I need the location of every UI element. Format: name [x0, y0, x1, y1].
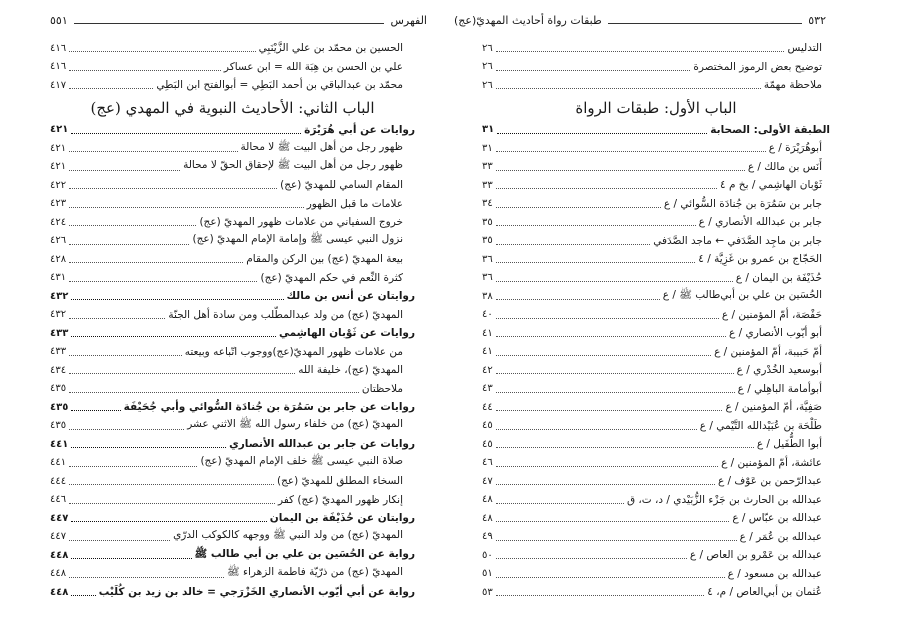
toc-section — [50, 121, 415, 140]
entry-title: عبدالله بن الحارث بن جَزْء الزُّبَيْدي / د، ت، ق — [626, 493, 822, 506]
dot-leader — [69, 355, 182, 356]
entry-page-number: ٤٤٦ — [50, 494, 67, 506]
toc-entry — [482, 509, 830, 528]
entry-page-number: ٤٥ — [482, 438, 493, 450]
toc-entry — [482, 158, 830, 177]
dot-leader — [496, 392, 735, 393]
dot-leader — [496, 188, 717, 189]
entry-page-number: ٤٩ — [482, 531, 493, 543]
dot-leader — [69, 151, 237, 152]
entry-page-number: ٣٣ — [482, 161, 493, 173]
dot-leader — [69, 188, 277, 189]
toc-entry — [482, 176, 830, 195]
toc-entry — [482, 306, 830, 325]
entry-page-number: ٤٢٢ — [50, 179, 67, 191]
entry-page-number: ٥٣ — [482, 586, 493, 598]
entry-page-number: ٤٤٨ — [50, 568, 67, 580]
toc-section — [50, 583, 415, 602]
entry-page-number: ٤٣٢ — [50, 290, 69, 302]
header-title: الفهرس — [390, 14, 427, 27]
entry-title: الحَجّاج بن عمرو بن غَزِيَّة / ٤ — [698, 253, 822, 266]
dot-leader — [496, 88, 761, 89]
entry-page-number: ٤٣٥ — [50, 383, 67, 395]
dot-leader — [496, 318, 719, 319]
dot-leader — [69, 484, 274, 485]
entry-page-number: ٤٣١ — [50, 272, 67, 284]
entry-page-number: ٤٤ — [482, 401, 493, 413]
toc-entry — [50, 232, 415, 251]
entry-page-number: ٥١ — [482, 568, 493, 580]
toc-entry — [50, 158, 415, 177]
entry-title: حَفْصَة، أمّ المؤمنين / ع — [721, 308, 822, 321]
entry-title: عبدالله بن عَمْرو بن العاص / ع — [689, 549, 822, 562]
dot-leader — [71, 595, 95, 596]
entry-page-number: ٤٨ — [482, 512, 493, 524]
dot-leader — [496, 503, 624, 504]
entry-title: روايتان عن حُذَيْفَة بن اليمان — [269, 512, 415, 525]
toc-section — [50, 287, 415, 306]
toc-entry — [50, 343, 415, 362]
entry-page-number: ٤٤١ — [50, 438, 69, 450]
toc-entry — [482, 269, 830, 288]
entry-page-number: ٢٦ — [482, 79, 493, 91]
entry-title: عبدالله بن مسعود / ع — [727, 567, 822, 580]
entry-page-number: ٤٤٧ — [50, 531, 67, 543]
dot-leader — [496, 558, 687, 559]
dot-leader — [69, 429, 184, 430]
dot-leader — [496, 355, 711, 356]
entry-title: ثَوْبان الهاشِمي / بخ م ٤ — [719, 179, 822, 192]
dot-leader — [496, 281, 733, 282]
entry-page-number: ٤٣٢ — [50, 309, 67, 321]
entry-title: المهديّ (عج) من ولد النبي ﷺ ووجهه كالكوكب الدرّي — [173, 529, 403, 542]
dot-leader — [496, 466, 718, 467]
dot-leader — [496, 484, 715, 485]
entry-title: جابر بن عبدالله الأنصاري / ع — [698, 216, 822, 229]
entry-page-number: ٤٣ — [482, 383, 493, 395]
toc-entry — [482, 232, 830, 251]
entry-page-number: ٣٣ — [482, 179, 493, 191]
toc-entry — [482, 213, 830, 232]
right-page — [449, 0, 897, 639]
dot-leader — [69, 262, 243, 263]
dot-leader — [496, 207, 661, 208]
toc-entry — [50, 361, 415, 380]
dot-leader — [71, 558, 191, 559]
entry-page-number: ٣٦ — [482, 253, 493, 265]
entry-page-number: ٤٢١ — [50, 161, 67, 173]
dot-leader — [69, 88, 153, 89]
toc-entry — [482, 343, 830, 362]
dot-leader — [496, 262, 696, 263]
chapter-heading: الباب الثاني: الأحاديث النبوية في المهدي (عج) — [90, 98, 375, 117]
entry-title: الطبقة الأولى: الصحابة — [710, 123, 830, 136]
dot-leader — [71, 521, 266, 522]
entry-title: عبدالرّحمن بن عَوْف / ع — [717, 475, 822, 488]
entry-page-number: ٤٤٨ — [50, 586, 69, 598]
running-header — [50, 14, 427, 27]
entry-page-number: ٤٦ — [482, 457, 493, 469]
dot-leader — [71, 410, 120, 411]
entry-page-number: ٤٢١ — [50, 142, 67, 154]
dot-leader — [496, 373, 734, 374]
toc-entry — [482, 39, 830, 58]
toc-entry — [482, 417, 830, 436]
entry-page-number: ٤٨ — [482, 494, 493, 506]
entry-title: علامات ما قبل الظهور — [306, 197, 403, 210]
entry-title: أبوأمامة الباهِلي / ع — [737, 382, 822, 395]
entry-title: خروج السفياني من علامات ظهور المهديّ (عج) — [199, 216, 403, 229]
entry-page-number: ٤٠ — [482, 309, 493, 321]
toc-entry — [482, 380, 830, 399]
toc-section — [50, 435, 415, 454]
entry-title: أمّ حَبيبة، أمّ المؤمنين / ع — [714, 345, 822, 358]
dot-leader — [69, 170, 180, 171]
toc-entry — [50, 269, 415, 288]
toc-entry — [50, 306, 415, 325]
entry-page-number: ٢٦ — [482, 61, 493, 73]
header-rule — [608, 23, 803, 24]
toc-entry — [50, 472, 415, 491]
entry-title: عائشة، أمّ المؤمنين / ع — [721, 456, 822, 469]
dot-leader — [496, 410, 723, 411]
chapter-heading: الباب الأول: طبقات الرواة — [575, 98, 737, 117]
entry-title: صلاة النبي عيسى ﷺ خلف الإمام المهديّ (عج) — [200, 455, 403, 468]
entry-title: المهديّ (عج) من ولد عبدالمطّلب ومن سادة أهل الجنّة — [168, 308, 403, 321]
entry-page-number: ٤٣٥ — [50, 401, 69, 413]
entry-title: أبو أيّوب الأنصاري / ع — [729, 327, 822, 340]
entry-title: المقام السامي للمهديّ (عج) — [280, 179, 403, 192]
toc-entry — [50, 491, 415, 510]
entry-title: أبوا الطُّفَيل / ع — [756, 438, 822, 451]
entry-title: طَلْحَة بن عُبَيْدالله التَّيْمي / ع — [699, 419, 822, 432]
entry-page-number: ٣٥ — [482, 216, 493, 228]
entry-title: روايات عن أبي هُرَيْرَة — [304, 123, 415, 136]
entry-title: بيعة المهديّ (عج) بين الركن والمقام — [246, 253, 403, 266]
running-header — [454, 14, 826, 27]
entry-page-number: ٤٤٧ — [50, 512, 69, 524]
entry-page-number: ٤٢٣ — [50, 198, 67, 210]
toc-entry — [50, 176, 415, 195]
entry-title: رواية عن الحُسَين بن علي بن أبي طالب ﷺ — [194, 547, 415, 560]
toc-entry — [50, 454, 415, 473]
header-title: طبقات رواة أحاديث المهديّ(عج) — [454, 14, 602, 27]
entry-title: ملاحظتان — [361, 382, 403, 395]
entry-title: توضيح بعض الرموز المختصرة — [693, 60, 822, 73]
entry-title: إنكار ظهور المهديّ (عج) كفر — [277, 493, 403, 506]
dot-leader — [71, 133, 301, 134]
entry-title: روايات عن جابر بن عبدالله الأنصاري — [229, 438, 415, 451]
entry-title: ظهور رجل من أهل البيت ﷺ لا محالة — [240, 140, 403, 153]
dot-leader — [496, 151, 766, 152]
toc-entry — [50, 528, 415, 547]
dot-leader — [69, 281, 257, 282]
entry-title: نزول النبي عيسى ﷺ وإمامة الإمام المهديّ (عج) — [192, 233, 403, 246]
entry-title: روايات عن جابر بن سَمُرَة بن جُنادَة السُّوائي وأبي جُحَيْفَة — [123, 401, 415, 414]
dot-leader — [496, 244, 650, 245]
dot-leader — [496, 70, 691, 71]
entry-title: محمّد بن عبدالباقي بن أحمد البَطِي = أبوالفتح ابن البَطِي — [156, 79, 403, 92]
entry-page-number: ٤٣٥ — [50, 420, 67, 432]
toc-entry — [482, 454, 830, 473]
entry-page-number: ٥٠ — [482, 549, 493, 561]
entry-page-number: ٤٤٨ — [50, 549, 69, 561]
entry-title: أَنَس بن مالك / ع — [747, 160, 822, 173]
entry-title: جابر بن ماجِد الصَّدَفي ← ماجد الصَّدَفي — [653, 234, 822, 247]
entry-title: روايات عن ثَوْبان الهاشِمي — [279, 327, 415, 340]
dot-leader — [69, 540, 170, 541]
toc-entry — [482, 472, 830, 491]
entry-title: المهديّ (عج) من خلفاء رسول الله ﷺ الاثني عشر — [187, 418, 403, 431]
entry-title: جابر بن سَمُرَة بن جُنادَة السُّوائي / ع — [663, 197, 822, 210]
toc-entry — [482, 324, 830, 343]
toc-section — [50, 546, 415, 565]
toc-list — [50, 39, 415, 602]
entry-title: السخاء المطلق للمهديّ (عج) — [277, 475, 403, 488]
dot-leader — [496, 521, 730, 522]
toc-section — [482, 121, 830, 140]
entry-title: من علامات ظهور المهديّ(عج)ووجوب اتّباعه وبيعته — [184, 345, 403, 358]
toc-entry — [482, 195, 830, 214]
dot-leader — [69, 392, 359, 393]
toc-entry — [482, 250, 830, 269]
entry-title: رواية عن أبي أيّوب الأنصاري الخَزْرَجي = خالد بن زيد بن كُلَيْب — [98, 586, 415, 599]
page-number: ٥٣٢ — [808, 14, 826, 27]
entry-page-number: ٣١ — [482, 124, 495, 136]
toc-entry — [50, 380, 415, 399]
dot-leader — [71, 299, 283, 300]
toc-entry — [50, 76, 415, 95]
dot-leader — [496, 447, 754, 448]
entry-title: علي بن الحسن بن هِبَة الله = ابن عساكر — [223, 60, 403, 73]
dot-leader — [69, 373, 295, 374]
entry-title: حُذَيْفَة بن اليمان / ع — [735, 271, 822, 284]
entry-title: أبوهُرَيْرَة / ع — [768, 142, 822, 155]
entry-page-number: ٤١ — [482, 327, 493, 339]
toc-entry — [50, 195, 415, 214]
toc-entry — [482, 287, 830, 306]
toc-entry — [482, 139, 830, 158]
toc-section — [50, 398, 415, 417]
entry-page-number: ٣٦ — [482, 272, 493, 284]
entry-title: صَفِيَّة، أمّ المؤمنين / ع — [725, 401, 822, 414]
toc-entry — [482, 361, 830, 380]
entry-title: ملاحظة مهمّة — [763, 79, 822, 92]
toc-list — [482, 39, 830, 602]
toc-entry — [482, 435, 830, 454]
toc-entry — [482, 583, 830, 602]
entry-title: التدليس — [787, 42, 822, 55]
entry-title: كثرة النِّعم في حكم المهديّ (عج) — [260, 271, 403, 284]
entry-page-number: ٤٢١ — [50, 124, 69, 136]
entry-page-number: ٣٤ — [482, 198, 493, 210]
dot-leader — [496, 336, 726, 337]
entry-title: عُثمان بن أبي‌العاص / م، ٤ — [707, 586, 822, 599]
entry-page-number: ٤٣٣ — [50, 346, 67, 358]
dot-leader — [496, 225, 696, 226]
entry-title: المهديّ (عج) من ذرّيّة فاطمة الزهراء ﷺ — [227, 566, 403, 579]
toc-section — [50, 509, 415, 528]
dot-leader — [69, 466, 197, 467]
dot-leader — [71, 336, 276, 337]
entry-title: عبدالله بن عُمَر / ع — [739, 530, 822, 543]
entry-page-number: ٤١٧ — [50, 79, 67, 91]
toc-entry — [50, 139, 415, 158]
dot-leader — [496, 170, 745, 171]
dot-leader — [496, 577, 725, 578]
entry-page-number: ٤٤٤ — [50, 475, 67, 487]
entry-page-number: ٤٤١ — [50, 457, 67, 469]
entry-title: أبوسعيد الخُدْري / ع — [736, 364, 822, 377]
entry-page-number: ٤١٦ — [50, 42, 67, 54]
header-rule — [74, 23, 385, 24]
entry-page-number: ٤٣٣ — [50, 327, 69, 339]
entry-title: روايتان عن أنس بن مالك — [286, 290, 415, 303]
entry-page-number: ٣٨ — [482, 290, 493, 302]
dot-leader — [69, 318, 165, 319]
dot-leader — [496, 540, 737, 541]
entry-page-number: ٤٢ — [482, 364, 493, 376]
dot-leader — [69, 51, 256, 52]
toc-entry — [482, 565, 830, 584]
dot-leader — [497, 133, 707, 134]
dot-leader — [69, 70, 221, 71]
dot-leader — [69, 503, 275, 504]
toc-entry — [50, 58, 415, 77]
dot-leader — [71, 447, 226, 448]
toc-entry — [482, 76, 830, 95]
entry-page-number: ٤٣٤ — [50, 364, 67, 376]
toc-entry — [50, 565, 415, 584]
dot-leader — [496, 299, 660, 300]
entry-page-number: ٣١ — [482, 142, 493, 154]
toc-entry — [50, 417, 415, 436]
entry-title: الحُسَين بن علي بن أبي‌طالب ﷺ / ع — [662, 288, 822, 301]
entry-title: المهديّ (عج)، خليفة الله — [298, 364, 403, 377]
toc-entry — [482, 58, 830, 77]
dot-leader — [69, 225, 196, 226]
toc-entry — [482, 491, 830, 510]
left-page — [0, 0, 448, 639]
dot-leader — [496, 51, 785, 52]
entry-page-number: ٤٢٤ — [50, 216, 67, 228]
entry-title: عبدالله بن عبّاس / ع — [732, 512, 822, 525]
toc-section — [50, 324, 415, 343]
dot-leader — [69, 244, 189, 245]
toc-entry — [482, 398, 830, 417]
toc-entry — [50, 39, 415, 58]
toc-entry — [482, 528, 830, 547]
entry-page-number: ٢٦ — [482, 42, 493, 54]
entry-page-number: ٤١٦ — [50, 61, 67, 73]
toc-entry — [50, 213, 415, 232]
entry-page-number: ٤٢٨ — [50, 253, 67, 265]
entry-title: الحسين بن محمّد بن علي الزَّيْنَبِي — [258, 42, 403, 55]
entry-title: ظهور رجل من أهل البيت ﷺ لإحقاق الحقّ لا محالة — [183, 159, 403, 172]
entry-page-number: ٤١ — [482, 346, 493, 358]
dot-leader — [69, 207, 304, 208]
dot-leader — [69, 577, 224, 578]
entry-page-number: ٤٢٦ — [50, 235, 67, 247]
dot-leader — [496, 595, 704, 596]
page-number: ٥٥١ — [50, 14, 68, 27]
entry-page-number: ٣٥ — [482, 235, 493, 247]
toc-entry — [482, 546, 830, 565]
toc-entry — [50, 250, 415, 269]
dot-leader — [496, 429, 697, 430]
entry-page-number: ٤٥ — [482, 420, 493, 432]
entry-page-number: ٤٧ — [482, 475, 493, 487]
